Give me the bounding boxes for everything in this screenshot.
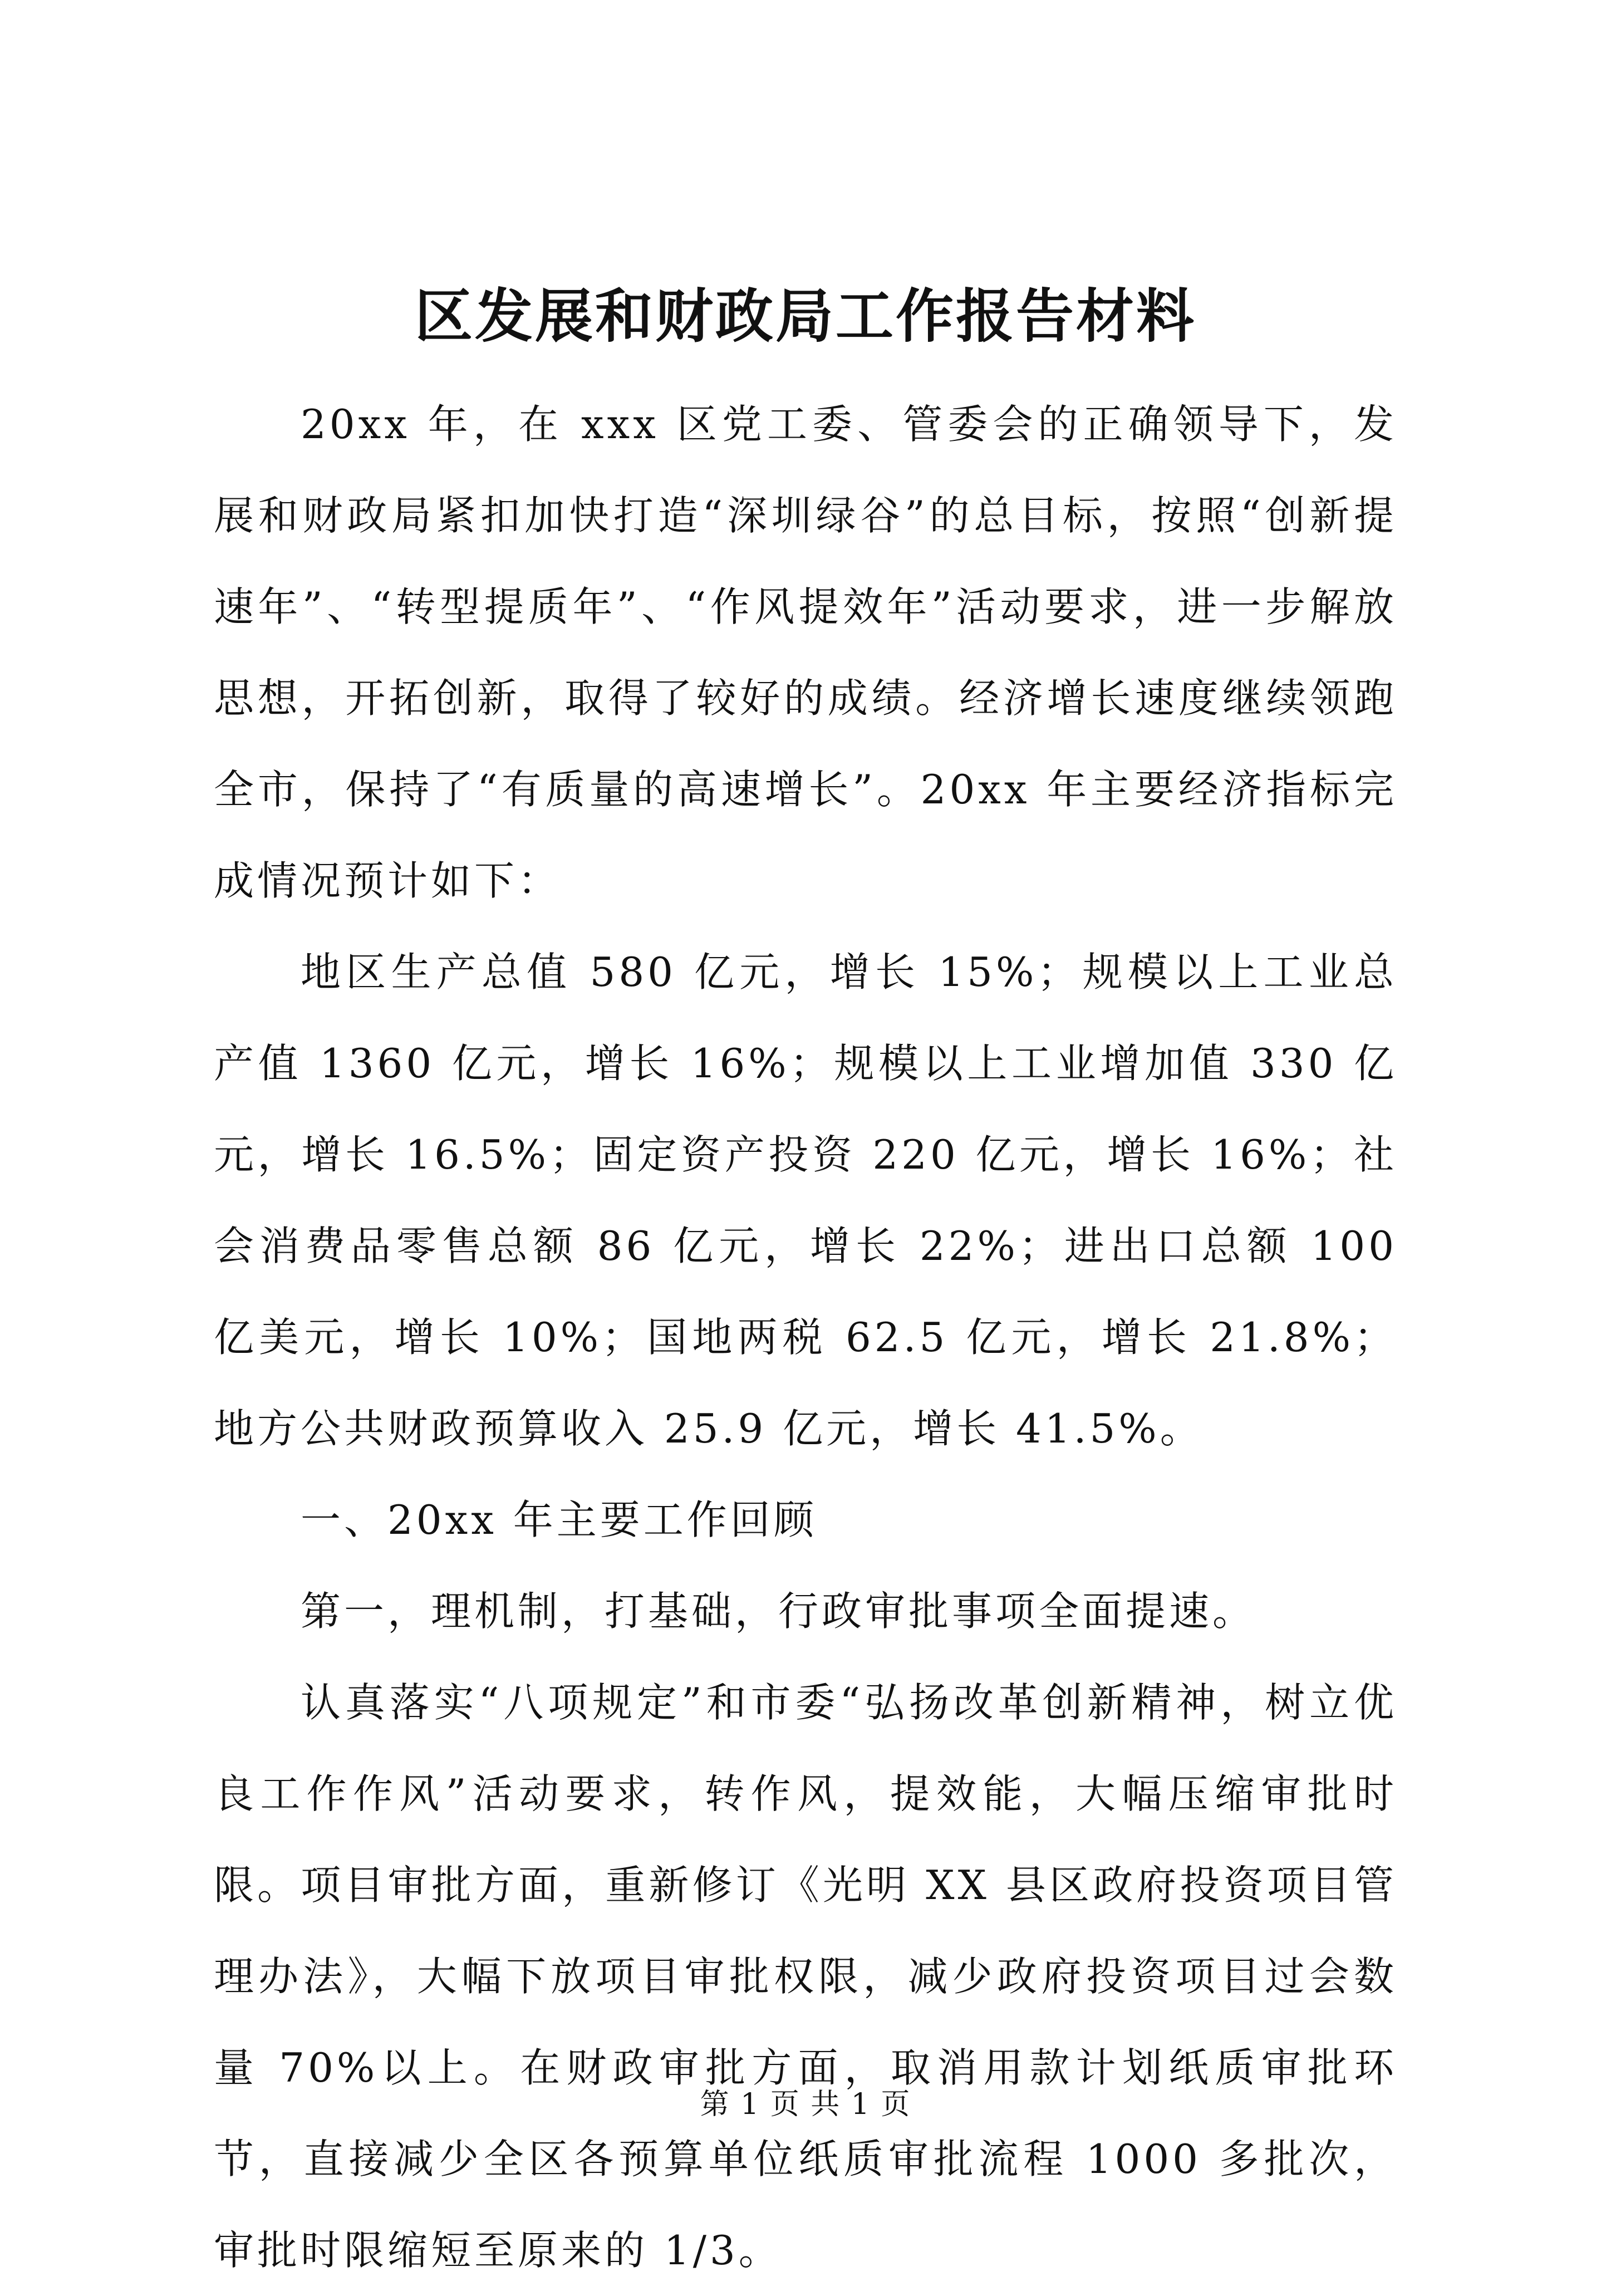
page-footer: 第 1 页 共 1 页	[700, 2088, 911, 2121]
document-body	[214, 379, 1397, 2296]
approval-paragraph: 认真落实“八项规定”和市委“弘扬改革创新精神，树立优良工作作风”活动要求，转作风，提效能，大幅压缩审批时限。项目审批方面，重新修订《光明 XX 县区政府投资项目管理办法》，大幅下放项目审批权限，减少政府投资项目过会数量 70%以上。在财政审批方面，取消用款计划纸质审批环节，直接减少全区各预算单位纸质审批流程 1000 多批次，审批时限缩短至原来的 1/3。	[214, 1679, 1397, 2274]
document-title: 区发展和财政局工作报告材料	[414, 282, 1196, 350]
section-heading: 一、20xx 年主要工作回顾	[301, 1497, 817, 1543]
indicators-paragraph: 地区生产总值 580 亿元，增长 15%；规模以上工业总产值 1360 亿元，增长 16%；规模以上工业增加值 330 亿元，增长 16.5%；固定资产投资 220 亿元，增长 16%；社会消费品零售总额 86 亿元，增长 22%；进出口总额 100 亿美元，增长 10%；国地两税 62.5 亿元，增长 21.8%；地方公共财政预算收入 25.9 亿元，增长 41.5%。	[214, 949, 1397, 1452]
intro-paragraph: 20xx 年，在 xxx 区党工委、管委会的正确领导下，发展和财政局紧扣加快打造“深圳绿谷”的总目标，按照“创新提速年”、“转型提质年”、“作风提效年”活动要求，进一步解放思想，开拓创新，取得了较好的成绩。经济增长速度继续领跑全市，保持了“有质量的高速增长”。20xx 年主要经济指标完成情况预计如下：	[214, 401, 1397, 904]
subsection-heading: 第一，理机制，打基础，行政审批事项全面提速。	[301, 1588, 1256, 1635]
